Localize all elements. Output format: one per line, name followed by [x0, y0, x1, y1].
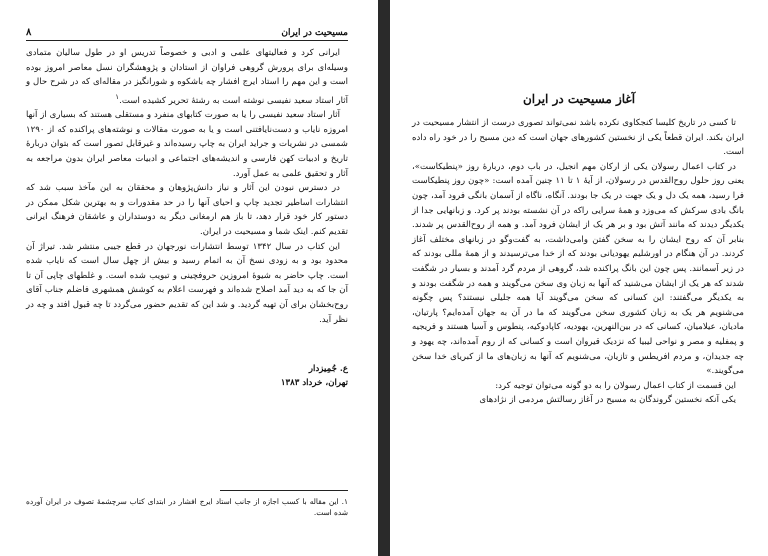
paragraph-1: تا کسی در تاریخ کلیسا کنجکاوی نکرده باشد نمی‌تواند تصوری درست از انتشار مسیحیت در ایران بکند. ایران قطعاً یکی از نخستین کشورهای جهان است که دین مسیح را در خود راه داده است.: [412, 118, 744, 158]
footnote-marker: ۱: [115, 91, 120, 101]
paragraph-4: یکی آنکه نخستین گروندگان به مسیح در آغاز رسالتش مردمی از نژادهای: [479, 395, 736, 406]
chapter-title: آغاز مسیحیت در ایران: [522, 92, 636, 106]
paragraph-2: آثار استاد سعید نفیسی را یا به صورت کتابهای منفرد و مستقلی هستند که بسیاری از آنها امروزه نایاب و دست‌نایافتنی است و یا به صورت مقالات و نوشته‌های پراکنده که از ۱۲۹۰ شمسی در نشریات و جراید ایران به چاپ رسیده‌اند و غیرقابل تصور است که بتوان دربارهٔ تاریخ و ادبیات کهن فارسی و اندیشه‌های اجتماعی و ادبیات معاصر ایران بدون مراجعه به آثار و تحقیق علمی به عمل آورد.: [26, 110, 348, 179]
book-gutter: [378, 0, 390, 556]
left-body-text: [26, 46, 348, 327]
left-page: [0, 0, 378, 556]
signature-name: ع. جُمِیزدار: [308, 364, 348, 374]
paragraph-1: [26, 46, 348, 108]
running-head: [26, 22, 348, 41]
signature-place-date: تهران، خرداد ۱۳۸۳: [280, 378, 348, 388]
paragraph-3: این قسمت از کتاب اعمال رسولان را به دو گونه می‌توان توجیه کرد:: [495, 380, 736, 391]
paragraph-2: در کتاب اعمال رسولان یکی از ارکان مهم انجیل، در باب دوم، دربارهٔ روز «پنطیکاست»، یعنی روز حلول روح‌القدس در رسولان، از آیهٔ ۱ تا ۱۱ چنین آمده است: «چون روز پنطیکاست فرا رسید، همه یک دل و یک جهت در یک جا بودند. آنگاه، ناگاه از آسمان بانگی فرود آمد، چون بانگ بادی سرکش که می‌وزد و همهٔ سرایی راکه در آن نشسته بودند پر کرد. و زبانهایی جدا از یکدیگر دیدند که مانند آتش بود و بر هر یک از ایشان فرود آمد. و همه از روح‌القدس پر شدند. بنابر آن که روح ایشان را به سخن گفتن وامی‌داشت، به گفت‌وگو در زبانهای مختلف آغاز کردند. در آن هنگام در اورشلیم یهودیانی بودند که از خدا می‌ترسیدند و از همهٔ مللی بودند که در زیر آسمانند. پس چون این بانگ پراکنده شد، گروهی از مردم گرد آمدند و بسیار در شگفت شدند که هر یک از ایشان می‌شنید که آنها به زبان وی سخن می‌گویند و همه در شگفت بودند و به یکدیگر می‌گفتند: این کسانی که سخن می‌گویند آیا همه جلیلی نیستند؟ پس چگونه می‌شنویم هر یک به زبان کشوری سخن می‌گویند که ما در آن به جهان آمده‌ایم؟ پارتیان، مادیان، عیلامیان، کسانی که در بین‌النهرین، یهودیه، کاپادوکیه، پنطوس و آسیا هستند و فریجیه و پمفلیه و مصر و نواحی لیبیا که نزدیک قیروان است و کسانی که از روم آمده‌اند، چه یهود و چه جدیدان، و مردم افریطس و تازیان، می‌شنویم که آنها به زبان‌های ما از کبریای خدا سخن می‌گویند.»: [412, 161, 744, 377]
paragraph-4: این کتاب در سال ۱۳۴۲ توسط انتشارات نورجهان در قطع جیبی منتشر شد. تیراژ آن محدود بود و به زودی نسخ آن به اتمام رسید و بیش از چهل سال است که نایاب شده است. چاپ حاضر به شیوهٔ امروزین حروفچینی و تبویب شده است. و غلطهای چاپی آن تا آن جا که به دید آمد اصلاح شده‌اند و فهرست اعلام به کوشش همشهری فاضلم جناب آقای روح‌بخشان برای آن تهیه گردید. و شد این که تقدیم حضور می‌گردد تا چه قبول افتد و چه در نظر آید.: [26, 241, 348, 325]
paragraph-3: در دسترس نبودن این آثار و نیاز دانش‌پژوهان و محققان به این مآخذ سبب شد که انتشارات اساطیر تجدید چاپ و احیای آنها را در حد مقدورات و به بهترین شکل ممکن در دستور کار خود قرار دهد، تا باز هم ارمغانی دیگر به دوستداران و عاشقان فرهنگ ایرانی تقدیم کنم. اینک شما و مسیحیت در ایران.: [26, 183, 348, 237]
running-head-title: مسیحیت در ایران: [281, 28, 348, 38]
right-body-text: [412, 116, 744, 408]
signature-block: [148, 362, 348, 390]
right-page: [390, 0, 768, 556]
paragraph-1-text: ایرانی کرد و فعالیتهای علمی و ادبی و خصوصاً تدریس او در طول سالیان متمادی وسیله‌ای برای پرورش گروهی فراوان از استادان و پژوهشگران نسل معاصر امروز بوده است و این مهم را استاد ایرج افشار چه باشکوه و شورانگیز در مقاله‌ای که در شرح حال و آثار استاد سعید نفیسی نوشته است به رشتهٔ تحریر کشیده است.: [26, 48, 348, 106]
footnote: ۱. این مقاله با کسب اجازه از جانب استاد ایرج افشار در ابتدای کتاب سرچشمهٔ تصوف در ایران آورده شده است.: [26, 497, 348, 517]
page-number: ۸: [26, 27, 32, 38]
footnote-divider: [220, 490, 348, 491]
